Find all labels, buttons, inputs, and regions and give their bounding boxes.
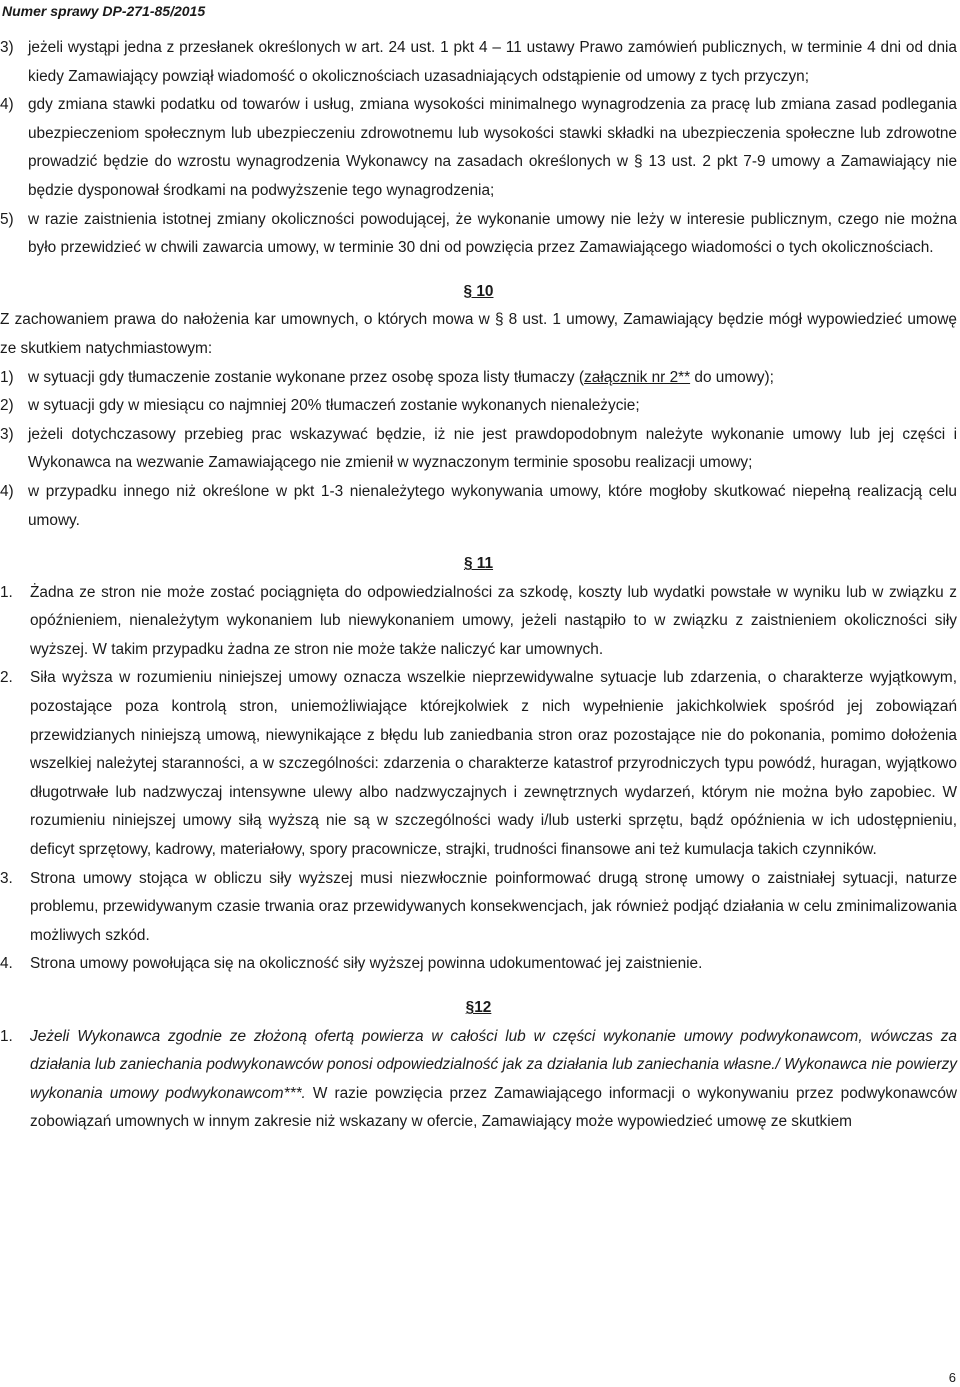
list-item-number: 2) (0, 397, 14, 415)
list-item-number: 5) (0, 210, 14, 228)
list-item-text: jeżeli wystąpi jedna z przesłanek określonych w art. 24 ust. 1 pkt 4 – 11 ustawy Prawo zamówień publicznych, w terminie 4 dni od dnia kiedy Zamawiający powziął wiadomość o okolicznościach uzasadniających odstąpienie od umowy z tych przyczyn; (28, 39, 957, 85)
list-item (0, 1023, 957, 1137)
list-item (0, 664, 957, 864)
attachment-2-reference: załącznik nr 2** (584, 368, 691, 386)
list-item-text: Żadna ze stron nie może zostać pociągnięta do odpowiedzialności za szkodę, koszty lub wydatki powstałe w wyniku lub w związku z opóźnieniem, nienależytym wykonaniem lub niewykonaniem umowy, jeżeli nastąpiło to w związku z zaistnieniem okoliczności siły wyższej. W takim przypadku żadna ze stron nie może także naliczyć kar umownych. (30, 583, 957, 658)
list-item-text-part: do umowy); (690, 368, 774, 386)
list-item-number: 4) (0, 96, 14, 114)
list-item-text-part: w sytuacji gdy tłumaczenie zostanie wykonane przez osobę spoza listy tłumaczy ( (28, 368, 585, 386)
list-item (0, 34, 957, 91)
list-item (0, 865, 957, 951)
section-10-heading: § 10 (463, 282, 494, 300)
page-number: 6 (948, 1370, 956, 1385)
list-item-text: Strona umowy powołująca się na okoliczność siły wyższej powinna udokumentować jej zaistnienie. (30, 955, 703, 973)
section-12-heading: §12 (465, 999, 492, 1016)
list-item-number: 3) (0, 425, 14, 443)
list-item-number: 3. (0, 869, 13, 887)
list-item (0, 478, 957, 535)
list-item-number: 4) (0, 482, 14, 500)
list-item-text: w przypadku innego niż określone w pkt 1-3 nienależytego wykonywania umowy, które mogłoby skutkować niepełną realizacją celu umowy. (28, 482, 957, 529)
force-majeure-list (0, 579, 957, 979)
list-item-text (30, 1028, 957, 1131)
list-item-text-italic: Jeżeli Wykonawca zgodnie ze złożoną ofertą powierza w całości lub w części wykonanie umowy podwykonawcom, wówczas za działania lub zaniechania podwykonawców ponosi odpowiedzialność jak za działania lub zaniechania własne./ Wykonawca nie powierzy wykonania umowy podwykonawcom***. (30, 1027, 957, 1102)
list-item-number: 3) (0, 39, 14, 56)
list-item (0, 91, 957, 205)
list-item (0, 364, 957, 393)
termination-conditions-list (0, 364, 957, 536)
section-11-heading: § 11 (463, 555, 494, 573)
document-body (0, 34, 957, 1137)
list-item (0, 950, 957, 979)
list-item-number: 1. (0, 583, 13, 601)
list-item (0, 392, 957, 421)
subcontractors-list (0, 1023, 957, 1137)
list-item-text: jeżeli dotychczasowy przebieg prac wskazywać będzie, iż nie jest prawdopodobnym należyte wykonanie umowy lub jej części i Wykonawca na wezwanie Zamawiającego nie zmienił w wyznaczonym terminie sposobu realizacji umowy; (28, 425, 957, 472)
list-item-text: Siła wyższa w rozumieniu niniejszej umowy oznacza wszelkie nieprzewidywalne sytuacje lub zdarzenia, o charakterze wyjątkowym, pozostające poza kontrolą stron, uniemożliwiające którejkolwiek z nich wypełnienie jakichkolwiek spośród jej zobowiązań przewidzianych niniejszą umową, niewynikające z błędu lub zaniedbania stron oraz pozostające nie do pokonania, pomimo dołożenia wszelkiej należytej staranności, a w szczególności: zdarzenia o charakterze katastrof przyrodniczych typu powódź, huragan, wyjątkowo długotrwałe lub nadzwyczaj intensywne ulewy albo nadzwyczajnych i zewnętrznych wydarzeń, którym nie można było zapobiec. W rozumieniu niniejszej umowy siłą wyższą nie są w szczególności wady i/lub usterki sprzętu, bądź opóźnienia w ich udostępnieniu, deficyt sprzętowy, kadrowy, materiałowy, spory pracownicze, strajki, trudności finansowe ani też kumulacja takich czynników. (30, 669, 957, 859)
case-number-header: Numer sprawy DP-271-85/2015 (2, 3, 206, 19)
list-item-number: 4. (0, 955, 13, 973)
list-item-text: gdy zmiana stawki podatku od towarów i usług, zmiana wysokości minimalnego wynagrodzenia za pracę lub zmiana zasad podlegania ubezpieczeniom społecznym lub ubezpieczeniu zdrowotnemu lub wysokości stawki składki na ubezpieczenia społeczne lub zdrowotne prowadzić będzie do wzrostu wynagrodzenia Wykonawcy na zasadach określonych w § 13 ust. 2 pkt 7-9 umowy a Zamawiający nie będzie dysponował środkami na podwyższenie tego wynagrodzenia; (28, 96, 957, 199)
list-item-text-part: W razie powzięcia przez Zamawiającego informacji o wykonywaniu przez podwykonawców zobowiązań umownych w innym zakresie niż wskazany w ofercie, Zamawiający może wypowiedzieć umowę ze skutkiem (30, 1084, 957, 1131)
list-item-number: 2. (0, 669, 13, 687)
section-10-intro: Z zachowaniem prawa do nałożenia kar umownych, o których mowa w § 8 ust. 1 umowy, Zamawiający będzie mógł wypowiedzieć umowę ze skutkiem natychmiastowym: (0, 311, 957, 357)
list-item (0, 421, 957, 478)
withdrawal-conditions-list (0, 34, 957, 263)
list-item (0, 579, 957, 665)
list-item-text: Strona umowy stojąca w obliczu siły wyższej musi niezwłocznie poinformować drugą stronę umowy o zaistniałej sytuacji, naturze problemu, przewidywanym czasie trwania oraz przewidywanych konsekwencjach, jak również podjąć działania w celu zminimalizowania możliwych szkód. (30, 869, 957, 944)
list-item-text: w razie zaistnienia istotnej zmiany okoliczności powodującej, że wykonanie umowy nie leży w interesie publicznym, czego nie można było przewidzieć w chwili zawarcia umowy, w terminie 30 dni od powzięcia przez Zamawiającego wiadomości o tych okolicznościach. (28, 210, 957, 257)
list-item-number: 1) (0, 368, 14, 386)
list-item-text (28, 369, 774, 386)
list-item-number: 1. (0, 1027, 13, 1045)
list-item-text: w sytuacji gdy w miesiącu co najmniej 20% tłumaczeń zostanie wykonanych nienależycie; (28, 397, 640, 415)
list-item (0, 206, 957, 263)
